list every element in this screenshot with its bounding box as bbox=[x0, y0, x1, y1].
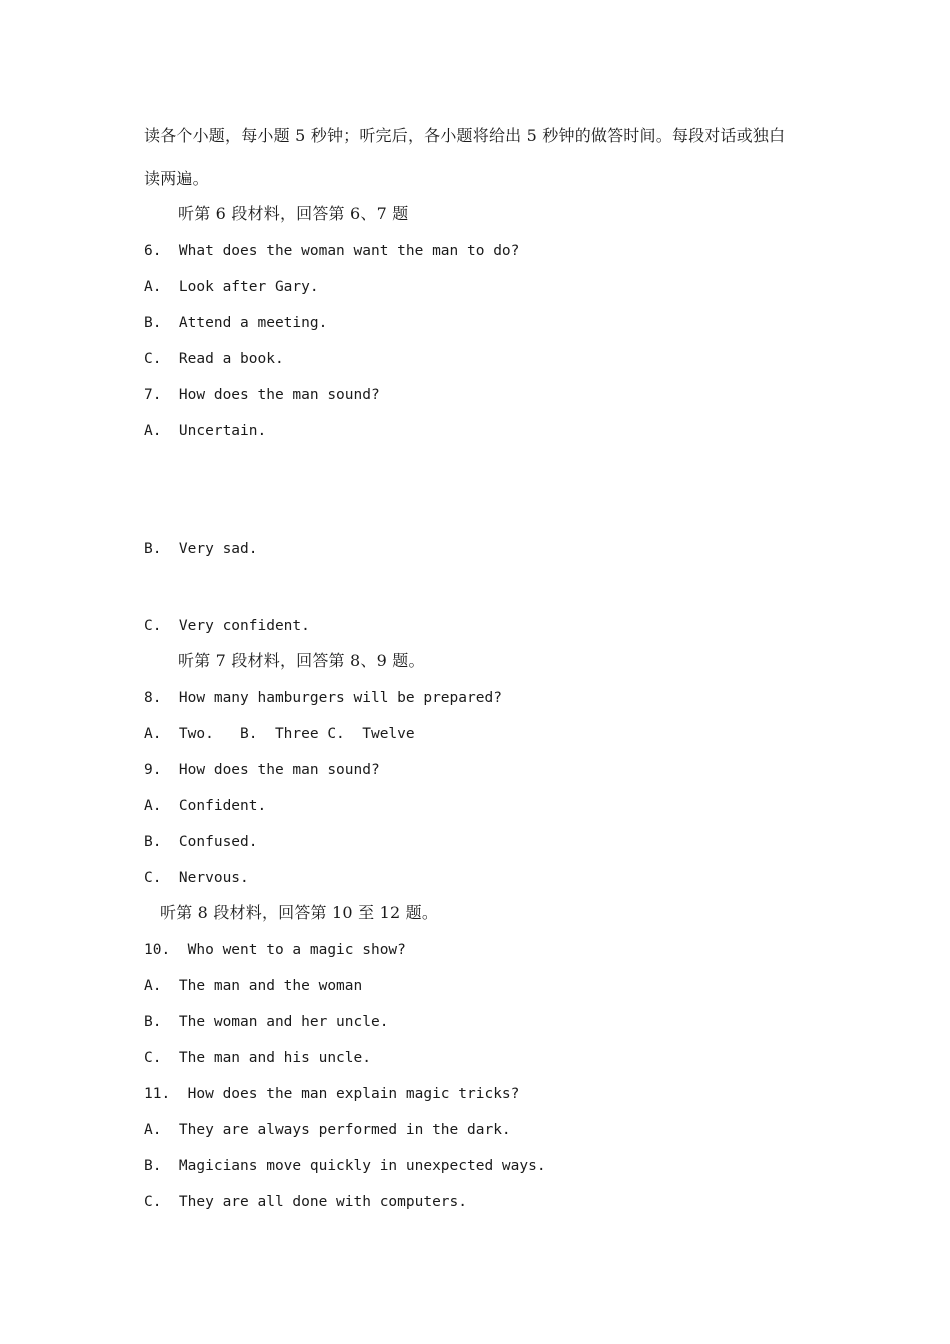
question-9-option-b: B. Confused. bbox=[144, 834, 258, 850]
section-7-heading: 听第 7 段材料，回答第 8、9 题。 bbox=[178, 651, 425, 670]
question-6-option-b: B. Attend a meeting. bbox=[144, 315, 328, 331]
question-9-option-a: A. Confident. bbox=[144, 798, 267, 814]
question-7-option-b: B. Very sad. bbox=[144, 541, 258, 557]
question-6: 6. What does the woman want the man to do? bbox=[144, 243, 520, 259]
question-7: 7. How does the man sound? bbox=[144, 387, 380, 403]
question-6-option-c: C. Read a book. bbox=[144, 351, 284, 367]
question-8: 8. How many hamburgers will be prepared? bbox=[144, 690, 502, 706]
question-11-option-c: C. They are all done with computers. bbox=[144, 1194, 468, 1210]
question-10-option-c: C. The man and his uncle. bbox=[144, 1050, 371, 1066]
question-6-option-a: A. Look after Gary. bbox=[144, 279, 319, 295]
question-9: 9. How does the man sound? bbox=[144, 762, 380, 778]
question-10-option-b: B. The woman and her uncle. bbox=[144, 1014, 389, 1030]
question-11-option-a: A. They are always performed in the dark. bbox=[144, 1122, 511, 1138]
instructions-line-2: 读两遍。 bbox=[144, 169, 209, 188]
section-6-heading: 听第 6 段材料，回答第 6、7 题 bbox=[178, 204, 409, 223]
section-8-heading: 听第 8 段材料，回答第 10 至 12 题。 bbox=[160, 903, 439, 922]
question-11: 11. How does the man explain magic tricks? bbox=[144, 1086, 520, 1102]
question-8-options: A. Two. B. Three C. Twelve bbox=[144, 726, 415, 742]
question-11-option-b: B. Magicians move quickly in unexpected ways. bbox=[144, 1158, 546, 1174]
question-7-option-a: A. Uncertain. bbox=[144, 423, 267, 439]
question-10: 10. Who went to a magic show? bbox=[144, 942, 406, 958]
instructions-line-1: 读各个小题，每小题 5 秒钟；听完后，各小题将给出 5 秒钟的做答时间。每段对话或独白 bbox=[144, 126, 786, 145]
question-9-option-c: C. Nervous. bbox=[144, 870, 249, 886]
question-10-option-a: A. The man and the woman bbox=[144, 978, 363, 994]
question-7-option-c: C. Very confident. bbox=[144, 618, 310, 634]
